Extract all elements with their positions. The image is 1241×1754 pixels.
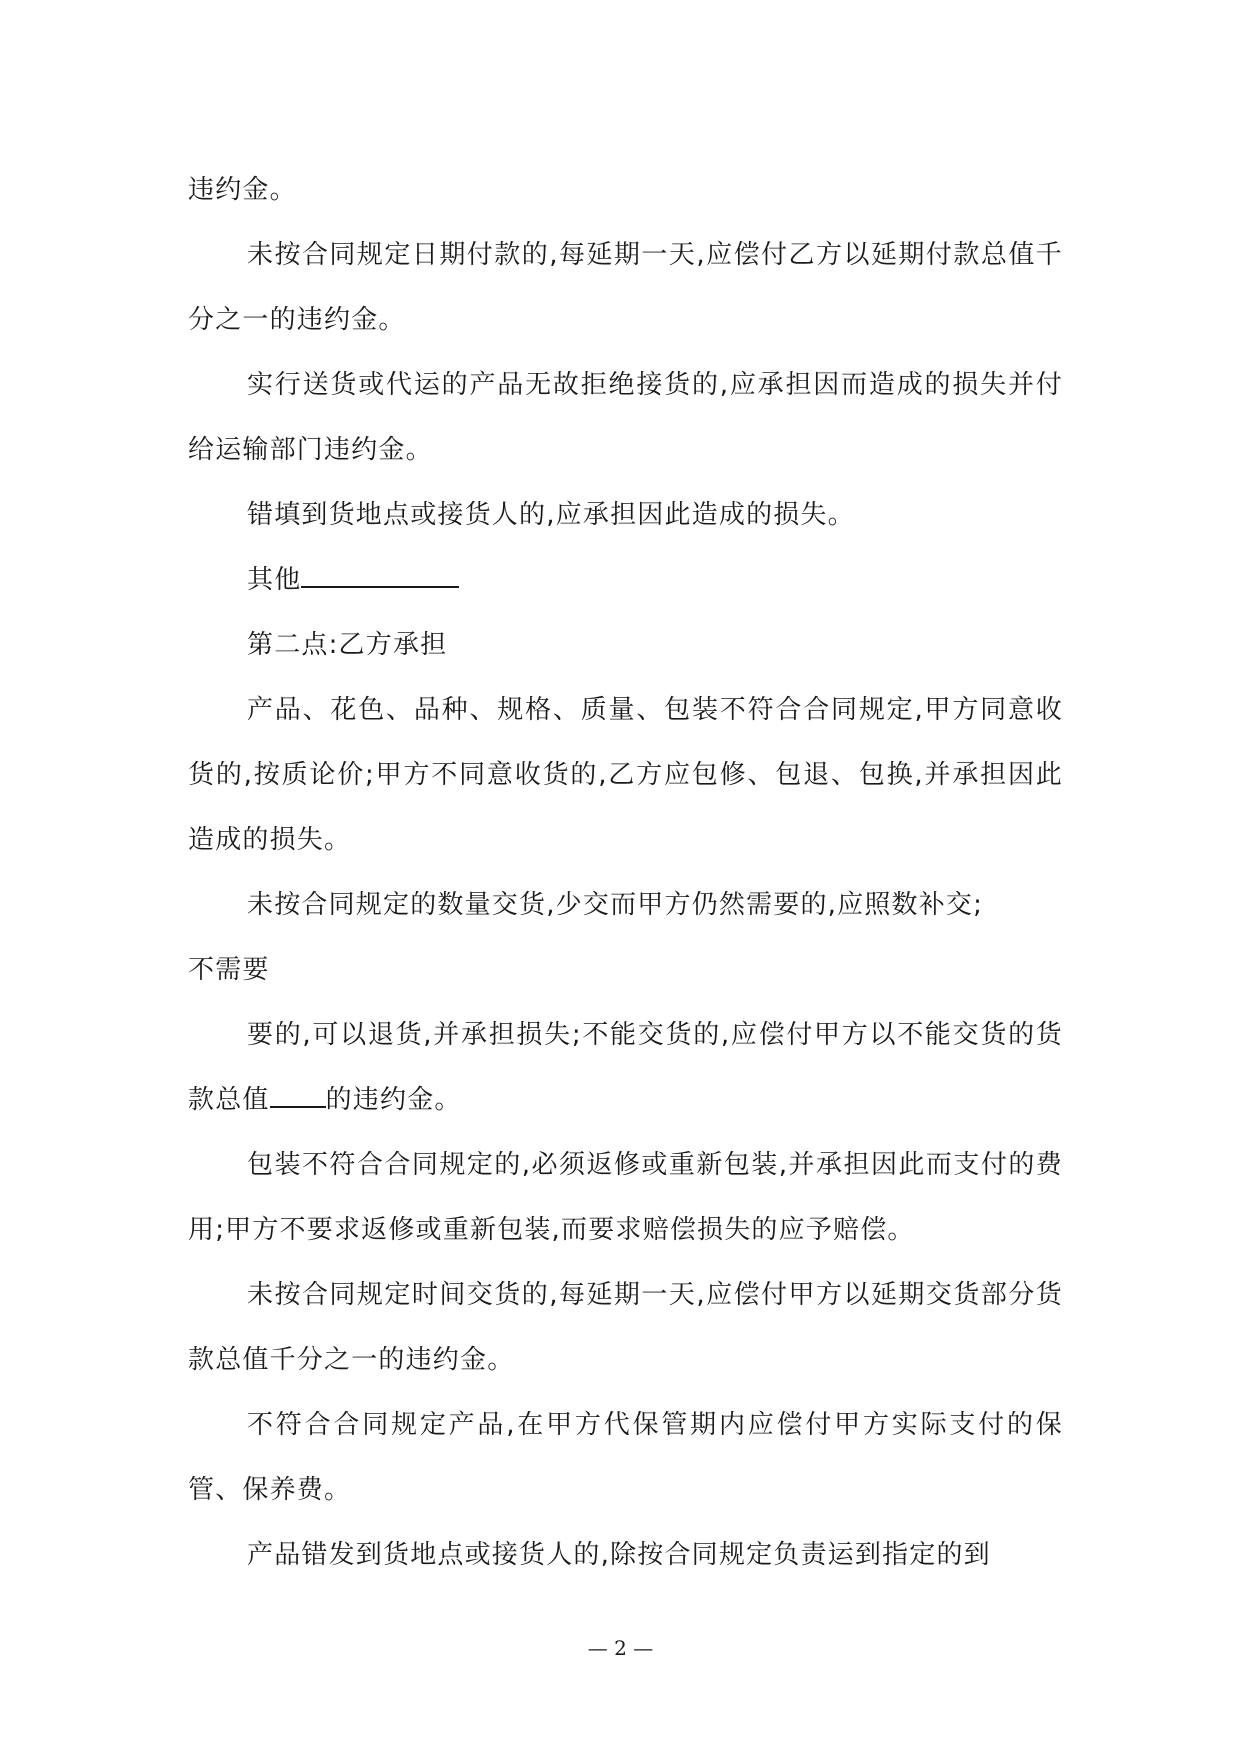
paragraph-5 (188, 548, 1063, 613)
section-heading-party-b: 第二点:乙方承担 (247, 630, 448, 660)
paragraph-9: 不需要 (188, 955, 270, 985)
paragraph-10-text-b: 的违约金。 (325, 1085, 462, 1115)
page-number: — 2 — (587, 1636, 654, 1660)
fill-in-blank-penalty-rate[interactable] (270, 1084, 326, 1108)
paragraph-5-text: 其他 (247, 565, 302, 595)
paragraph-10 (188, 1003, 1063, 1133)
paragraph-2: 未按合同规定日期付款的,每延期一天,应偿付乙方以延期付款总值千分之一的违约金。 (188, 240, 1063, 335)
fill-in-blank-other[interactable] (301, 564, 459, 588)
paragraph-14: 产品错发到货地点或接货人的,除按合同规定负责运到指定的到 (247, 1540, 991, 1570)
paragraph-7: 产品、花色、品种、规格、质量、包装不符合合同规定,甲方同意收货的,按质论价;甲方不同意收货的,乙方应包修、包退、包换,并承担因此造成的损失。 (188, 695, 1063, 855)
paragraph-1: 违约金。 (188, 175, 297, 205)
paragraph-12: 未按合同规定时间交货的,每延期一天,应偿付甲方以延期交货部分货款总值千分之一的违约金。 (188, 1280, 1063, 1375)
paragraph-11: 包装不符合合同规定的,必须返修或重新包装,并承担因此而支付的费用;甲方不要求返修或重新包装,而要求赔偿损失的应予赔偿。 (188, 1150, 1063, 1245)
document-body (188, 158, 1063, 1588)
paragraph-10-text-a: 要的,可以退货,并承担损失;不能交货的,应偿付甲方以不能交货的货款总值 (188, 1020, 1063, 1115)
paragraph-4: 错填到货地点或接货人的,应承担因此造成的损失。 (247, 500, 855, 530)
paragraph-3: 实行送货或代运的产品无故拒绝接货的,应承担因而造成的损失并付给运输部门违约金。 (188, 370, 1063, 465)
paragraph-8: 未按合同规定的数量交货,少交而甲方仍然需要的,应照数补交; (247, 890, 984, 920)
paragraph-13: 不符合合同规定产品,在甲方代保管期内应偿付甲方实际支付的保管、保养费。 (188, 1410, 1063, 1505)
